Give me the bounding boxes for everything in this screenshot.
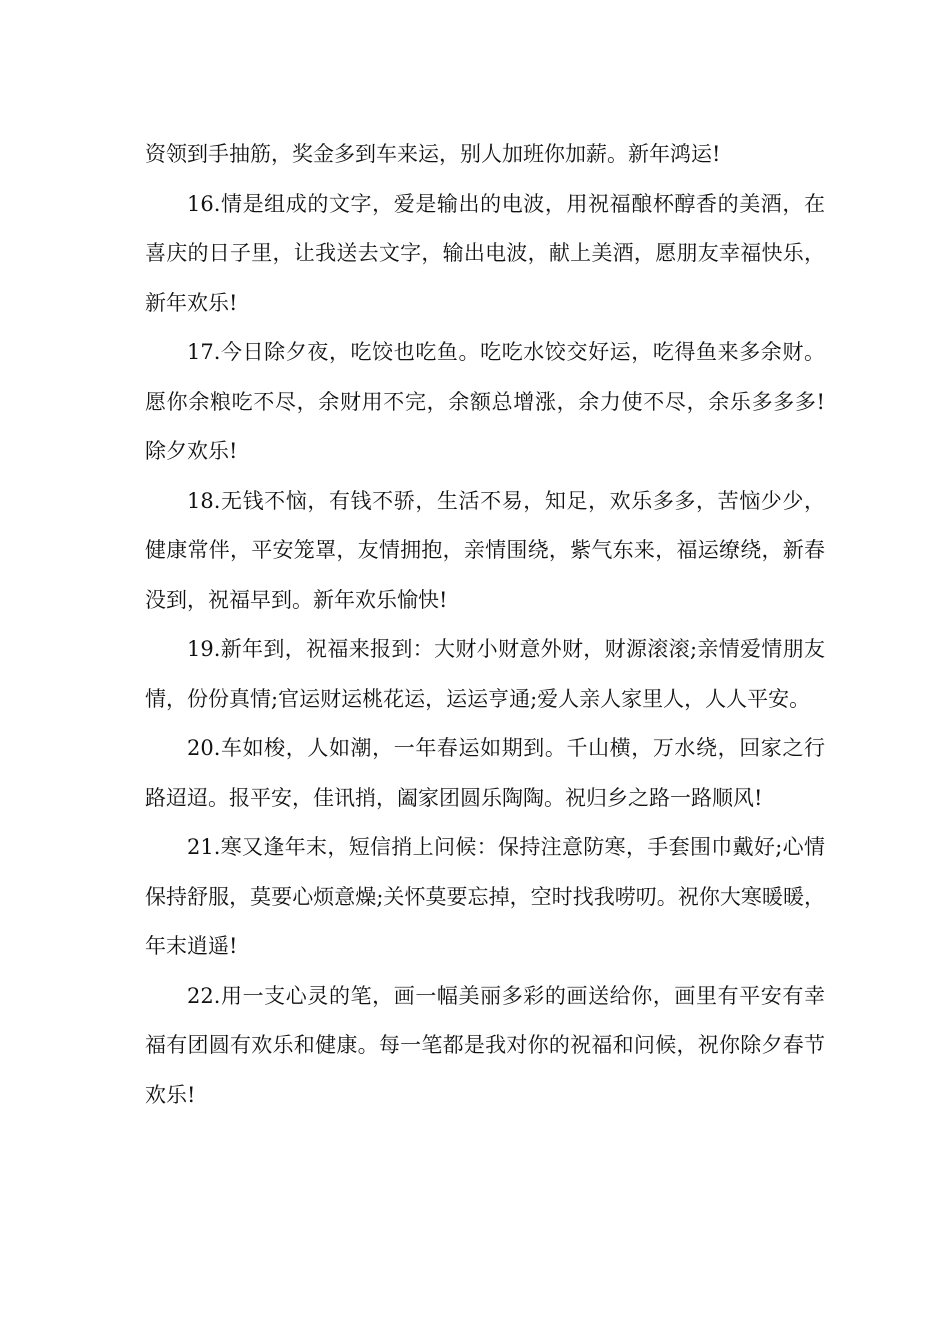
document-body: [145, 130, 825, 1120]
paragraph-21: 21.寒又逢年末，短信捎上问候：保持注意防寒，手套围巾戴好;心情保持舒服，莫要心烦意燥;关怀莫要忘掉，空时找我唠叨。祝你大寒暖暖，年末逍遥!: [145, 835, 825, 958]
paragraph-17: 17.今日除夕夜，吃饺也吃鱼。吃吃水饺交好运，吃得鱼来多余财。愿你余粮吃不尽，余财用不完，余额总增涨，余力使不尽，余乐多多多!除夕欢乐!: [145, 340, 825, 463]
paragraph-continuation: 资领到手抽筋，奖金多到车来运，别人加班你加薪。新年鸿运!: [145, 142, 721, 166]
paragraph-22: 22.用一支心灵的笔，画一幅美丽多彩的画送给你，画里有平安有幸福有团圆有欢乐和健康。每一笔都是我对你的祝福和问候，祝你除夕春节欢乐!: [145, 983, 825, 1107]
paragraph-19: 19.新年到，祝福来报到：大财小财意外财，财源滚滚;亲情爱情朋友情，份份真情;官运财运桃花运，运运亨通;爱人亲人家里人，人人平安。: [145, 637, 825, 711]
paragraph-16: 16.情是组成的文字，爱是输出的电波，用祝福酿杯醇香的美酒，在喜庆的日子里，让我送去文字，输出电波，献上美酒，愿朋友幸福快乐，新年欢乐!: [145, 191, 825, 315]
paragraph-18: 18.无钱不恼，有钱不骄，生活不易，知足，欢乐多多，苦恼少少，健康常伴，平安笼罩，友情拥抱，亲情围绕，紫气东来，福运缭绕，新春没到，祝福早到。新年欢乐愉快!: [145, 488, 825, 612]
paragraph-20: 20.车如梭，人如潮，一年春运如期到。千山横，万水绕，回家之行路迢迢。报平安，佳讯捎，阖家团圆乐陶陶。祝归乡之路一路顺风!: [145, 736, 825, 810]
